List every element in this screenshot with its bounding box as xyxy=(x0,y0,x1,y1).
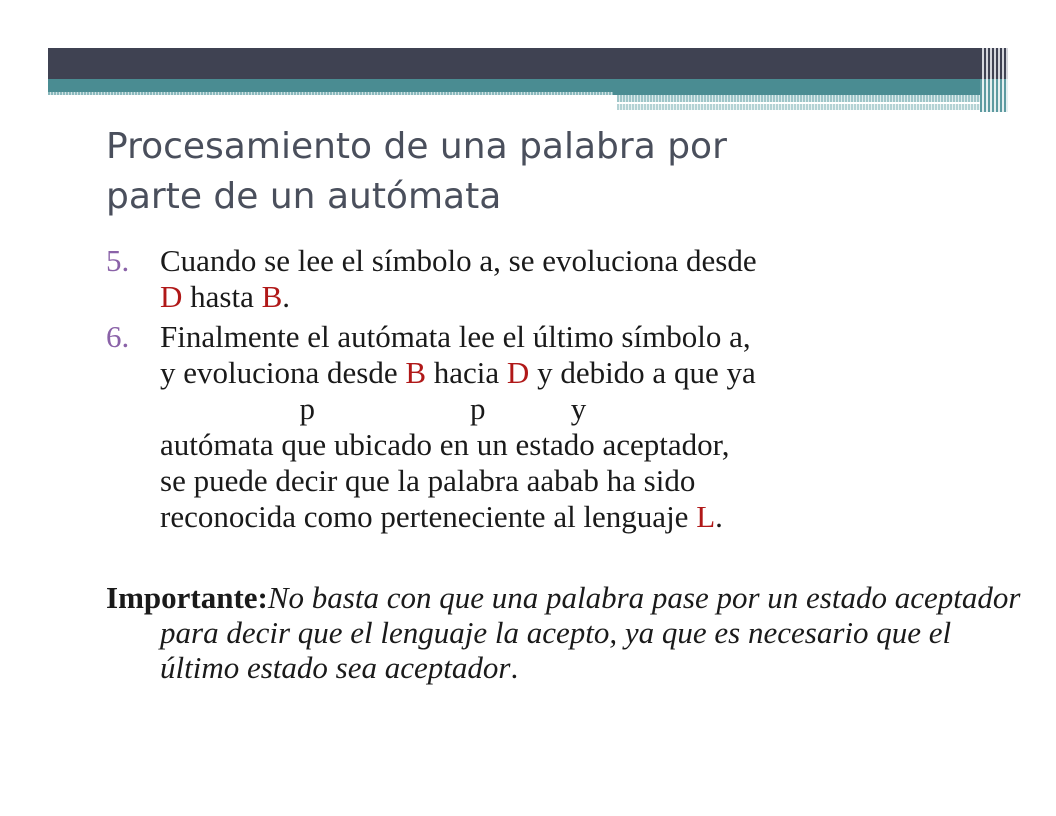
state-label: B xyxy=(405,355,427,390)
item-text: Cuando se lee el símbolo a, se evoluciona desde xyxy=(160,243,757,278)
note-end: . xyxy=(510,650,519,685)
item-text: y evoluciona desde xyxy=(160,355,406,390)
state-label: D xyxy=(506,355,530,390)
item-text: reconocida como perteneciente al lenguaje xyxy=(160,499,697,534)
header-bar-dark xyxy=(48,48,980,79)
item-text: . xyxy=(715,499,723,534)
item-text: hacia xyxy=(426,355,507,390)
note-label: Importante: xyxy=(106,580,268,615)
state-label: D xyxy=(160,279,183,314)
important-note xyxy=(106,580,1030,685)
state-label: B xyxy=(261,279,283,314)
list-item xyxy=(106,243,966,315)
item-text: autómata que ubicado en un estado aceptador, xyxy=(160,427,730,462)
header-bar-light-secondary xyxy=(617,104,992,110)
header-bar-light xyxy=(617,95,992,102)
slide-title-line-1: Procesamiento de una palabra por xyxy=(106,126,727,167)
numbered-list xyxy=(106,243,966,539)
slide-title xyxy=(106,122,986,222)
language-label: L xyxy=(696,499,716,534)
item-text: Finalmente el autómata lee el último símbolo a, xyxy=(160,319,751,354)
item-text: y debido a que ya xyxy=(529,355,756,390)
note-text: No basta con que una palabra pase por un estado aceptador para decir que el lenguaje la acepto, ya que es necesario que el último estado sea aceptador xyxy=(160,580,1021,685)
header-bar-stripe xyxy=(48,92,613,95)
truncated-fragment-line: p p y xyxy=(160,391,587,426)
list-item xyxy=(106,319,966,535)
slide-title-line-2: parte de un autómata xyxy=(106,176,502,217)
item-text: se puede decir que la palabra aabab ha sido xyxy=(160,463,696,498)
list-item-number: 5. xyxy=(106,243,130,278)
item-text: . xyxy=(282,279,291,314)
header-bar-right-dark-accent xyxy=(980,48,1008,79)
list-item-number: 6. xyxy=(106,319,130,354)
item-text: hasta xyxy=(182,279,262,314)
